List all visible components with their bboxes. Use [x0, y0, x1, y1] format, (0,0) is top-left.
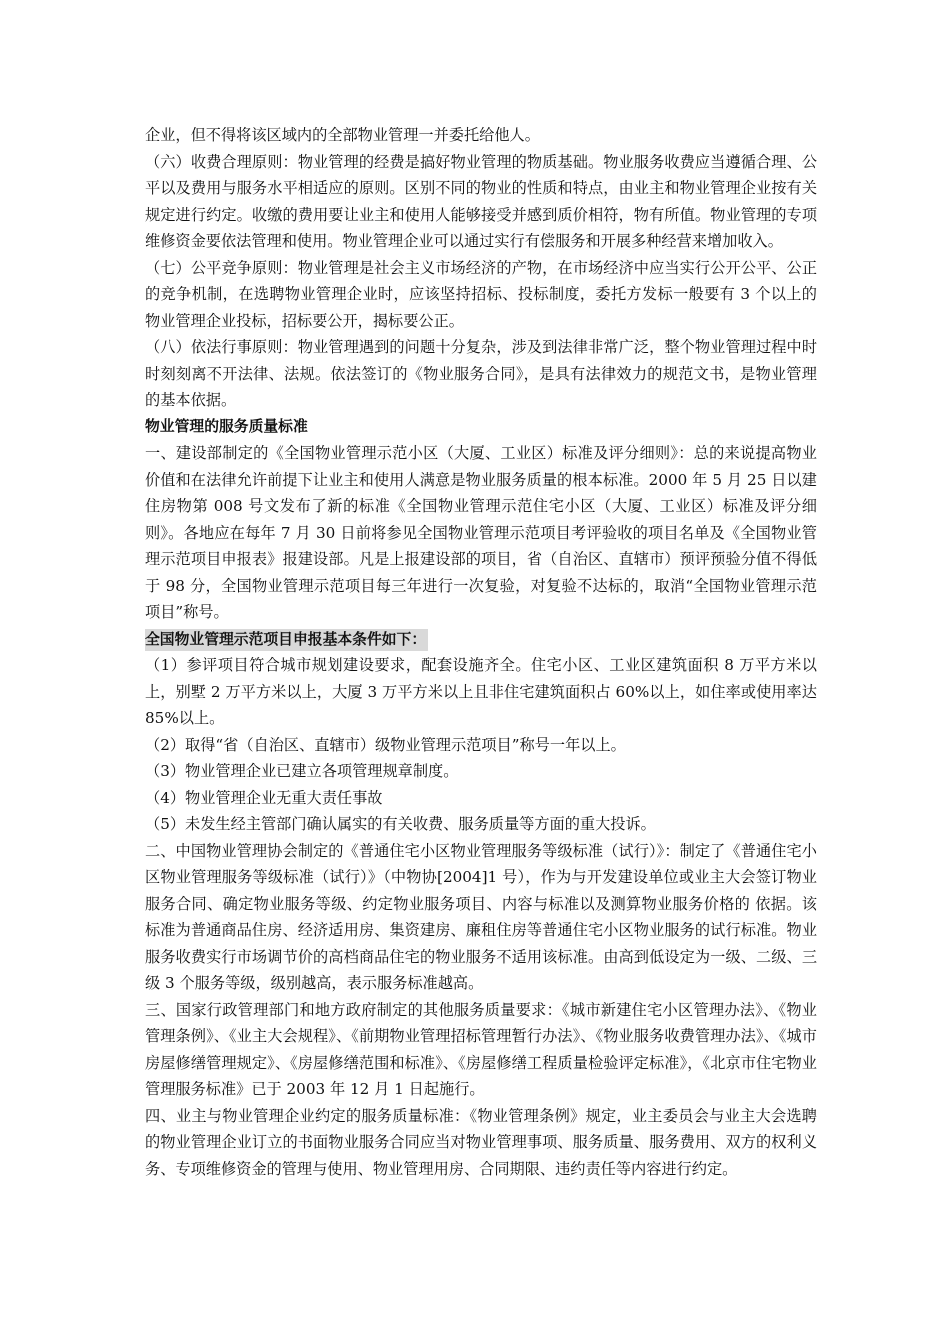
- standard-owner-contract: 四、业主与物业管理企业约定的服务质量标准：《物业管理条例》规定，业主委员会与业主大会选聘的物业管理企业订立的书面物业服务合同应当对物业管理事项、服务质量、服务费用、双方的权利义务、专项维修资金的管理与使用、物业管理用房、合同期限、违约责任等内容进行约定。: [145, 1106, 817, 1178]
- principle-fair-competition: （七）公平竞争原则：物业管理是社会主义市场经济的产物，在市场经济中应当实行公开公平、公正的竞争机制，在选聘物业管理企业时，应该坚持招标、投标制度，委托方发标一般要有 3 个以上的物业管理企业投标，招标要公开，揭标要公正。: [145, 258, 817, 330]
- condition-item: （5）未发生经主管部门确认属实的有关收费、服务质量等方面的重大投诉。: [145, 815, 656, 833]
- conditions-heading-line: [145, 626, 817, 653]
- principle-rule-of-law: （八）依法行事原则：物业管理遇到的问题十分复杂，涉及到法律非常广泛，整个物业管理过程中时时刻刻离不开法律、法规。依法签订的《物业服务合同》，是具有法律效力的规范文书，是物业管理的基本依据。: [145, 338, 817, 409]
- standard-government-requirements: 三、国家行政管理部门和地方政府制定的其他服务质量要求：《城市新建住宅小区管理办法》、《物业管理条例》、《业主大会规程》、《前期物业管理招标管理暂行办法》、《物业服务收费管理办法》、《城市房屋修缮管理规定》、《房屋修缮范围和标准》、《房屋修缮工程质量检验评定标准》，《北京市住宅物业管理服务标准》已于 2003 年 12 月 1 日起施行。: [145, 1000, 817, 1098]
- condition-item: （2）取得“省（自治区、直辖市）级物业管理示范项目”称号一年以上。: [145, 735, 626, 754]
- condition-item: （3）物业管理企业已建立各项管理规章制度。: [145, 762, 459, 780]
- section-heading: 物业管理的服务质量标准: [145, 417, 308, 435]
- principle-fee-reasonable: （六）收费合理原则：物业管理的经费是搞好物业管理的物质基础。物业服务收费应当遵循合理、公平以及费用与服务水平相适应的原则。区别不同的物业的性质和特点，由业主和物业管理企业按有关规定进行约定。收缴的费用要让业主和使用人能够接受并感到质价相符，物有所值。物业管理的专项维修资金要依法管理和使用。物业管理企业可以通过实行有偿服务和开展多种经营来增加收入。: [145, 152, 817, 250]
- standard-property-association: 二、中国物业管理协会制定的《普通住宅小区物业管理服务等级标准（试行）》：制定了《普通住宅小区物业管理服务等级标准（试行）》（中物协[2004]1 号），作为与开发建设单位或业主大会签订物业服务合同、确定物业服务等级、约定物业服务项目、内容与标准以及测算物业服务价格的 依据。该标准为普通商品住房、经济适用房、集资建房、廉租住房等普通住宅小区物业服务的试行标准。物业服务收费实行市场调节价的高档商品住宅的物业服务不适用该标准。由高到低设定为一级、二级、三级 3 个服务等级，级别越高，表示服务标准越高。: [145, 841, 817, 992]
- paragraph-continuation: 企业，但不得将该区域内的全部物业管理一并委托给他人。: [145, 126, 540, 144]
- standard-ministry-construction: 一、建设部制定的《全国物业管理示范小区（大厦、工业区）标准及评分细则》：总的来说提高物业价值和在法律允许前提下让业主和使用人满意是物业服务质量的根本标准。2000 年 5 月 25 日以建住房物第 008 号文发布了新的标准《全国物业管理示范住宅小区（大厦、工业区）标准及评分细则》。各地应在每年 7 月 30 日前将参见全国物业管理示范项目考评验收的项目名单及《全国物业管理示范项目申报表》报建设部。凡是上报建设部的项目，省（自治区、直辖市）预评预验分值不得低于 98 分，全国物业管理示范项目每三年进行一次复验，对复验不达标的，取消“全国物业管理示范项目”称号。: [145, 444, 817, 621]
- document-body: [145, 122, 817, 1182]
- conditions-heading: 全国物业管理示范项目申报基本条件如下：: [145, 629, 428, 651]
- condition-item: （4）物业管理企业无重大责任事故: [145, 788, 383, 807]
- condition-item: （1）参评项目符合城市规划建设要求，配套设施齐全。住宅小区、工业区建筑面积 8 万平方米以上，别墅 2 万平方米以上，大厦 3 万平方米以上且非住宅建筑面积占 60%以上，如住率或使用率达 85%以上。: [145, 656, 817, 727]
